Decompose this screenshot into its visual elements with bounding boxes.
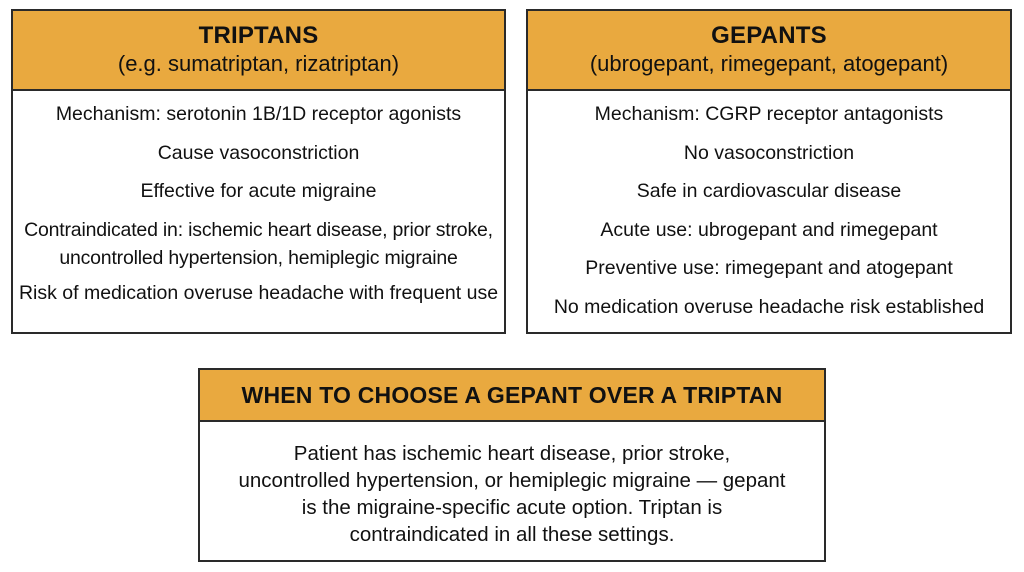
triptans-vasoconstriction: Cause vasoconstriction <box>157 141 360 164</box>
triptans-header <box>13 11 504 91</box>
gepants-acute-use: Acute use: ubrogepant and rimegepant <box>600 218 938 241</box>
gepants-box <box>526 9 1012 334</box>
triptans-title: TRIPTANS <box>198 22 319 49</box>
gepants-overuse-risk: No medication overuse headache risk established <box>553 295 985 318</box>
gepants-vasoconstriction: No vasoconstriction <box>683 141 855 164</box>
triptans-contraindications: Contraindicated in: ischemic heart disease, prior stroke, uncontrolled hypertension, hemiplegic migraine <box>24 218 493 269</box>
choose-gepant-box <box>198 368 826 562</box>
triptans-body <box>13 91 504 305</box>
gepants-header <box>528 11 1010 91</box>
triptans-subtitle: (e.g. sumatriptan, rizatriptan) <box>117 51 400 76</box>
gepants-cardiovascular-safety: Safe in cardiovascular disease <box>636 180 902 202</box>
gepants-subtitle: (ubrogepant, rimegepant, atogepant) <box>589 51 949 76</box>
triptans-overuse-risk: Risk of medication overuse headache with frequent use <box>18 281 499 304</box>
triptans-efficacy: Effective for acute migraine <box>140 180 377 202</box>
gepants-mechanism: Mechanism: CGRP receptor antagonists <box>594 103 944 125</box>
triptans-mechanism: Mechanism: serotonin 1B/1D receptor agonists <box>55 103 462 125</box>
gepants-preventive-use: Preventive use: rimegepant and atogepant <box>585 257 953 279</box>
choose-header <box>200 370 824 422</box>
gepants-body <box>528 91 1010 319</box>
choose-title: WHEN TO CHOOSE A GEPANT OVER A TRIPTAN <box>241 382 783 408</box>
triptans-box <box>11 9 506 334</box>
choose-body <box>200 422 824 548</box>
gepants-title: GEPANTS <box>711 22 827 49</box>
choose-text: Patient has ischemic heart disease, prior stroke, uncontrolled hypertension, or hemiplegic migraine — gepant is the migraine-specific acute option. Triptan is contraindicated in all these settings. <box>238 442 786 546</box>
